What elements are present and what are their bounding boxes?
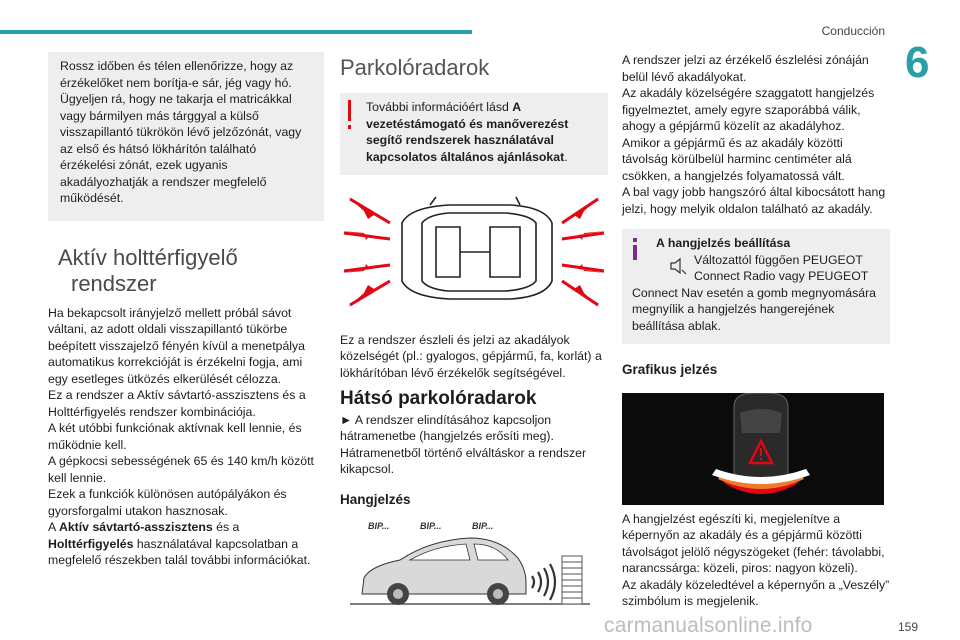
column-right xyxy=(622,52,890,610)
bold-term: Aktív sávtartó-asszisztens xyxy=(58,520,213,534)
column-middle xyxy=(340,52,608,610)
beep-illustration xyxy=(340,516,608,610)
warning-icon xyxy=(348,100,351,130)
text-run: használatával kapcsolatban a megfelelő részekben talál további információkat. xyxy=(48,536,311,567)
paragraph xyxy=(48,519,324,569)
info-box xyxy=(622,229,890,344)
info-title: A hangjelzés beállítása xyxy=(656,236,791,250)
page-number: 159 xyxy=(897,620,918,634)
column-left xyxy=(48,52,324,569)
watermark: carmanualsonline.info xyxy=(604,614,813,637)
speaker-icon xyxy=(668,256,688,276)
paragraph: A rendszer jelzi az érzékelő észlelési zónáján belül lévő akadályokat. xyxy=(622,53,869,84)
beep-label: BIP... xyxy=(368,521,390,531)
heading-line: Aktív holttérfigyelő xyxy=(58,244,238,270)
paragraph: Ezek a funkciók különösen autópályákon és gyorsforgalmi utakon hasznosak. xyxy=(48,487,287,518)
paragraph: Ez a rendszer a Aktív sávtartó-asszisztens és a Holttérfigyelés rendszer kombinációja. xyxy=(48,388,306,419)
warning-text xyxy=(366,99,598,165)
warning-box xyxy=(340,93,608,175)
beep-label: BIP... xyxy=(420,521,442,531)
text-run: A xyxy=(48,520,59,534)
section-heading-parking: Parkolóradarok xyxy=(340,55,490,80)
note-box xyxy=(48,52,324,221)
paragraph: A gépkocsi sebességének 65 és 140 km/h között kell lennie. xyxy=(48,454,314,485)
subheading-sound: Hangjelzés xyxy=(340,491,411,507)
section-title: Conducción xyxy=(821,24,885,38)
paragraph: Az akadály közelségére szaggatott hangjelzés figyelmeztet, amely egyre szaporábbá válik, ahogy a gépjármű közelít az akadályhoz. xyxy=(622,86,875,133)
chapter-number: 6 xyxy=(905,38,930,87)
subheading-graphic: Grafikus jelzés xyxy=(622,362,718,377)
bold-term: A vezetéstámogató és manőverezést segítő rendszerek használatával kapcsolatos általános ajánlásokat xyxy=(366,100,569,164)
paragraph: A hangjelzést egészíti ki, megjelenítve a képernyőn az akadály és a gépjármű közötti távolságot jelölő négyszögeket (fehér: távolabbi, narancssárga: közeli, piros: nagyon közeli). xyxy=(622,511,885,575)
paragraph: Amikor a gépjármű és az akadály közötti távolság körülbelül harminc centiméter alá csökken, a hangjelzés folyamatossá vált. xyxy=(622,135,852,183)
info-text: Változattól függően PEUGEOT Connect Radio vagy PEUGEOT xyxy=(694,252,869,283)
paragraph: Ha bekapcsolt irányjelző mellett próbál sávot váltani, az adott oldali visszapillantó tükörbe beépített visszajelző fényén kívül a menetpálya automatikus korrekcióját is érzékelni fogja, ami egy esetleges ütközés elkerülését célozza. xyxy=(48,305,306,386)
paragraph: Az akadály közeledtével a képernyőn a „Veszély” szimbólum is megjelenik. xyxy=(622,577,890,608)
chapter-progress-bar xyxy=(0,30,472,34)
text-run: További információért lásd xyxy=(366,100,513,114)
beep-label: BIP... xyxy=(472,521,494,531)
heading-line: rendszer xyxy=(71,270,157,296)
car-sensors-illustration xyxy=(340,187,608,317)
section-heading-blind-spot xyxy=(48,245,324,297)
info-text: Connect Nav esetén a gomb megnyomására megnyílik a hangjelzés hangerejének beállítása ablak. xyxy=(632,285,877,333)
section-heading-rear-parking: Hátsó parkolóradarok xyxy=(340,388,537,409)
paragraph: Ez a rendszer észleli és jelzi az akadályok közelségét (pl.: gyalogos, gépjármű, fa, korlát) a lökhárítóban lévő érzékelők segítségével. xyxy=(340,332,602,380)
text-run: és a xyxy=(212,520,240,534)
screen-illustration xyxy=(622,393,884,505)
paragraph: A bal vagy jobb hangszóró által kibocsátott hang jelzi, hogy melyik oldalon található az akadály. xyxy=(622,185,886,216)
paragraph: Hátramenetből történő elváltáskor a rendszer kikapcsol. xyxy=(340,445,587,476)
note-text: Rossz időben és télen ellenőrizze, hogy az érzékelőket nem borítja-e sár, jég vagy hó. Ügyeljen rá, hogy ne takarja el matricákkal vagy bármilyen más tárggyal a külső visszapillantó tükrökön lévő jelzőzónát, vagy az első és hátsó lökhárítón található érzékelési zónát, ezek ugyanis akadályozhatják a rendszer megfelelő működését. xyxy=(60,59,302,205)
paragraph: A két utóbbi funkciónak aktívnak kell lennie, és működnie kell. xyxy=(48,421,302,452)
car-side-icon xyxy=(340,516,608,610)
bold-term: Holttérfigyelés xyxy=(48,536,134,551)
paragraph: ► A rendszer elindításához kapcsoljon hátramenetbe (hangjelzés erősíti meg). xyxy=(340,412,554,443)
text-run: . xyxy=(564,149,568,164)
